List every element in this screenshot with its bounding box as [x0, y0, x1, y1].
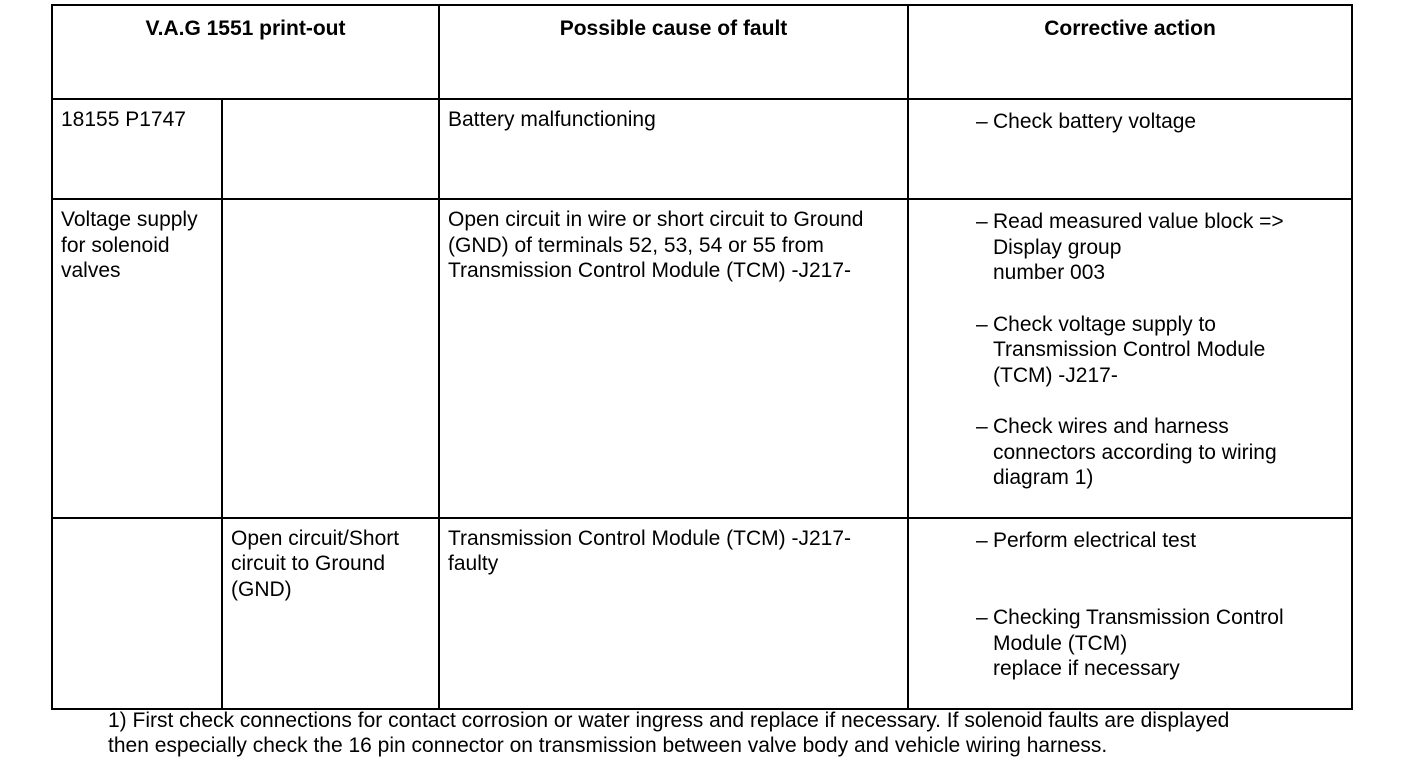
dash-bullet-icon: [976, 312, 988, 338]
action-list: [917, 109, 1343, 135]
printout-subcode-cell: [222, 199, 439, 518]
dash-bullet-icon: [976, 605, 988, 631]
dash-bullet-icon: [976, 414, 988, 440]
action-item: – Read measured value block => Display group number 003: [993, 209, 1343, 286]
table-row: [52, 99, 1352, 199]
printout-code-cell: Voltage supply for solenoid valves: [52, 199, 222, 518]
cause-cell: [439, 99, 908, 199]
action-item: – Perform electrical test: [993, 528, 1343, 554]
header-printout: V.A.G 1551 print-out: [52, 5, 439, 99]
table-row: [52, 518, 1352, 709]
fault-code: 18155 P1747: [61, 108, 186, 131]
action-cell: [908, 199, 1352, 518]
action-list: [917, 528, 1343, 682]
action-item: – Check wires and harness connectors according to wiring diagram 1): [993, 414, 1343, 491]
printout-code-cell: [52, 518, 222, 709]
fault-table: [51, 4, 1353, 710]
action-item: – Check voltage supply to Transmission Control Module (TCM) -J217-: [993, 312, 1343, 389]
printout-code-cell: [52, 99, 222, 199]
dash-bullet-icon: [976, 209, 988, 235]
dash-bullet-icon: [976, 528, 988, 554]
action-cell: [908, 518, 1352, 709]
cause-cell: Transmission Control Module (TCM) -J217- faulty: [439, 518, 908, 709]
table-row: [52, 199, 1352, 518]
printout-subcode-cell: Open circuit/Short circuit to Ground (GND): [222, 518, 439, 709]
action-list: [917, 209, 1343, 491]
cause-cell: Open circuit in wire or short circuit to Ground (GND) of terminals 52, 53, 54 or 55 from Transmission Control Module (TCM) -J217-: [439, 199, 908, 518]
action-item: – Check battery voltage: [993, 109, 1343, 135]
header-cause: Possible cause of fault: [439, 5, 908, 99]
action-cell: [908, 99, 1352, 199]
dash-bullet-icon: [976, 109, 988, 135]
cause-text: Battery malfunctioning: [448, 108, 656, 131]
printout-subcode-cell: [222, 99, 439, 199]
action-item: – Checking Transmission Control Module (TCM) replace if necessary: [993, 605, 1343, 682]
header-action: Corrective action: [908, 5, 1352, 99]
footnote: 1) First check connections for contact corrosion or water ingress and replace if necessary. If solenoid faults are displayed then especially check the 16 pin connector on transmission between valve body and vehicle wiring harness.: [108, 709, 1230, 757]
header-row: [52, 5, 1352, 99]
